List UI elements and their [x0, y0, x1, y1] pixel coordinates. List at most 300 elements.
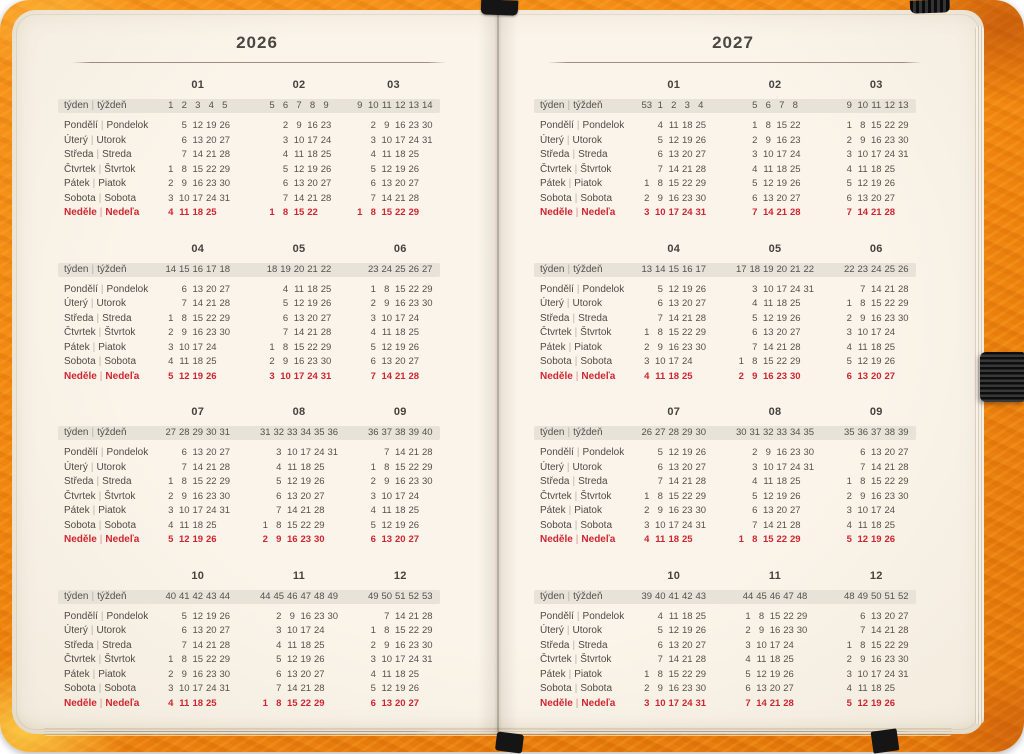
- week-number-cell: 1: [657, 100, 663, 111]
- date-cell: 22: [307, 207, 318, 218]
- date-cell: [326, 461, 340, 476]
- date-cell: 18: [307, 149, 318, 160]
- week-number-cell: 8: [309, 100, 316, 111]
- calendar-band: [540, 241, 926, 385]
- date-cell: [802, 312, 816, 327]
- week-number-cell: 12: [884, 100, 896, 111]
- week-number-cell: 47: [300, 590, 312, 602]
- date-cell: 19: [681, 447, 693, 458]
- label-text: Piatok: [98, 668, 126, 680]
- date-cell: [897, 341, 911, 356]
- weekday-label: [540, 326, 640, 341]
- label-text: Pátek: [540, 341, 566, 353]
- date-cell: 15: [870, 476, 882, 487]
- date-cell: 26: [884, 178, 896, 189]
- date-cell: 25: [408, 327, 420, 338]
- date-cell: 1: [357, 207, 363, 218]
- label-text: týždeň: [573, 263, 603, 275]
- date-cell: 8: [276, 697, 282, 709]
- date-cell: 13: [192, 447, 204, 458]
- week-number-cell: 33: [776, 427, 788, 438]
- date-cell: 29: [897, 476, 909, 487]
- date-cell: 14: [293, 327, 305, 338]
- label-separator: |: [91, 590, 95, 602]
- date-cell: 30: [897, 134, 909, 146]
- date-cell: [164, 134, 178, 149]
- week-number-cell: 24: [381, 263, 393, 275]
- date-cell: 18: [394, 327, 406, 338]
- date-cell: 13: [668, 461, 680, 473]
- label-separator: |: [98, 163, 102, 175]
- date-cell: 8: [276, 519, 282, 531]
- date-cell: 19: [776, 312, 788, 324]
- date-cell: 23: [205, 327, 217, 338]
- date-cell: 28: [789, 519, 801, 531]
- date-cell: 24: [884, 505, 896, 516]
- weekday-label: [64, 119, 164, 134]
- date-cell: 26: [205, 370, 217, 382]
- week-number-cell: 49: [327, 590, 339, 602]
- year-divider-right: [548, 62, 922, 63]
- label-separator: |: [92, 178, 96, 189]
- date-cell: 7: [181, 149, 187, 160]
- label-text: Pátek: [540, 505, 566, 516]
- date-cell: 14: [668, 312, 680, 324]
- date-cell: 26: [408, 341, 420, 353]
- weekday-label: [64, 297, 164, 312]
- date-cell: 18: [668, 370, 680, 382]
- date-cell: 26: [408, 683, 420, 694]
- week-number-cell: 36: [367, 427, 379, 438]
- date-cell: 12: [178, 370, 190, 382]
- date-cell: 24: [205, 192, 217, 204]
- date-cell: 23: [205, 668, 217, 680]
- weekday-label: [64, 504, 164, 519]
- date-cell: 21: [776, 519, 788, 531]
- date-cell: 8: [765, 120, 771, 131]
- month-number-heading: 11: [768, 569, 782, 582]
- month-number-heading: 05: [292, 242, 306, 255]
- date-cell: 24: [313, 625, 325, 636]
- left-page: [12, 10, 494, 734]
- month-2026-12: [367, 568, 435, 712]
- date-cell: 30: [421, 298, 433, 309]
- date-cell: 17: [394, 134, 406, 146]
- date-cell: 20: [300, 490, 312, 502]
- week-number-cell: 15: [668, 263, 680, 275]
- date-cell: 14: [192, 149, 204, 160]
- date-cell: 26: [884, 356, 896, 367]
- date-cell: 15: [192, 476, 204, 487]
- week-number-cell: 32: [273, 427, 285, 438]
- date-cell: 31: [803, 461, 815, 473]
- date-cell: 5: [752, 490, 758, 502]
- date-cell: [421, 519, 435, 534]
- date-cell: 16: [776, 447, 788, 458]
- month-number-heading: 04: [667, 242, 681, 255]
- date-cell: 30: [796, 625, 808, 636]
- date-cell: 11: [857, 683, 868, 694]
- date-cell: 30: [897, 654, 909, 665]
- label-text: Úterý: [64, 134, 88, 146]
- date-cell: 22: [205, 654, 217, 665]
- date-cell: 8: [370, 207, 376, 218]
- label-separator: |: [96, 149, 100, 160]
- date-cell: 19: [394, 163, 406, 175]
- label-separator: |: [574, 490, 578, 502]
- week-number-cell: 52: [408, 590, 420, 602]
- date-cell: 26: [695, 447, 707, 458]
- dates-grid: [367, 610, 435, 712]
- date-cell: 9: [384, 639, 390, 651]
- weekday-label: [540, 148, 640, 163]
- date-cell: 7: [860, 625, 866, 636]
- week-numbers-row: [265, 99, 333, 113]
- week-number-cell: 25: [394, 263, 406, 275]
- date-cell: 2: [846, 134, 852, 146]
- label-separator: |: [100, 447, 104, 458]
- label-text: Nedeľa: [105, 697, 140, 709]
- week-number-cell: 39: [897, 427, 909, 438]
- label-text: Středa: [540, 476, 570, 487]
- label-separator: |: [572, 149, 576, 160]
- dates-grid: [265, 119, 333, 221]
- date-cell: 20: [681, 639, 693, 651]
- date-cell: 12: [286, 654, 298, 665]
- label-text: Štvrtok: [104, 163, 136, 175]
- date-cell: [802, 297, 816, 312]
- date-cell: 8: [181, 476, 187, 487]
- date-cell: 13: [293, 312, 305, 324]
- calendar-band: [64, 568, 450, 712]
- date-cell: 4: [846, 519, 852, 531]
- month-2026-07: [164, 404, 232, 548]
- week-numbers-row: [164, 590, 232, 604]
- date-cell: 17: [192, 341, 204, 353]
- month-slot: [730, 404, 820, 548]
- date-cell: 15: [668, 178, 680, 189]
- label-text: Utorok: [572, 461, 602, 473]
- date-cell: [735, 475, 749, 490]
- date-cell: 20: [769, 683, 781, 694]
- month-number-heading: 12: [393, 569, 407, 582]
- month-2027-02: [748, 77, 802, 221]
- label-separator: |: [576, 283, 580, 295]
- date-cell: 3: [846, 149, 852, 160]
- date-cell: 1: [644, 490, 650, 502]
- dates-grid: [164, 119, 232, 221]
- date-cell: 28: [897, 283, 909, 295]
- dates-grid: [741, 610, 809, 712]
- month-number-heading: 08: [292, 406, 306, 418]
- week-number-cell: 24: [870, 263, 882, 275]
- date-cell: 23: [681, 505, 693, 516]
- label-separator: |: [572, 639, 576, 651]
- date-cell: [259, 461, 273, 476]
- month-slot: [820, 241, 910, 385]
- label-separator: |: [574, 163, 578, 175]
- date-cell: 16: [870, 654, 882, 665]
- date-cell: 7: [657, 312, 663, 324]
- date-cell: 15: [870, 120, 882, 131]
- date-cell: 10: [857, 327, 869, 338]
- date-cell: 24: [408, 134, 420, 146]
- week-number-cell: 38: [394, 427, 406, 438]
- date-cell: [795, 668, 809, 683]
- month-2027-03: [843, 77, 911, 221]
- weekday-label: [540, 355, 640, 370]
- heading-spacer: [64, 568, 164, 590]
- weekday-label: [540, 624, 640, 639]
- right-page: [494, 10, 984, 734]
- week-number-cell: 28: [668, 427, 680, 438]
- date-cell: 26: [789, 312, 801, 324]
- date-cell: [640, 312, 654, 327]
- label-text: týždeň: [97, 100, 127, 111]
- dates-grid: [843, 283, 911, 385]
- date-cell: 10: [857, 149, 869, 160]
- month-slot: [164, 404, 254, 548]
- date-cell: 17: [776, 461, 788, 473]
- date-cell: 23: [313, 610, 325, 622]
- date-cell: [265, 283, 279, 298]
- date-cell: 23: [783, 625, 794, 636]
- date-cell: [735, 326, 749, 341]
- date-cell: 18: [192, 356, 204, 367]
- date-cell: 8: [860, 298, 866, 309]
- date-cell: 16: [870, 312, 882, 324]
- month-number-heading: 09: [393, 406, 407, 418]
- dates-grid: [164, 283, 232, 385]
- date-cell: 4: [370, 668, 376, 680]
- date-cell: [164, 283, 178, 298]
- date-cell: 22: [884, 120, 896, 131]
- date-cell: 10: [756, 639, 767, 651]
- date-cell: 7: [181, 461, 187, 473]
- date-cell: [353, 134, 367, 149]
- date-cell: 5: [745, 668, 751, 680]
- month-slot: [254, 241, 344, 385]
- label-text: Pátek: [64, 341, 90, 353]
- date-cell: 21: [394, 192, 406, 204]
- month-slot: [254, 568, 344, 712]
- date-cell: 13: [668, 298, 680, 309]
- date-cell: 15: [286, 519, 298, 531]
- date-cell: 31: [897, 668, 909, 680]
- date-cell: 21: [205, 461, 217, 473]
- date-cell: [421, 490, 435, 505]
- date-cell: 2: [644, 505, 650, 516]
- date-cell: [795, 682, 809, 697]
- date-cell: 13: [381, 534, 393, 545]
- date-cell: 11: [668, 120, 679, 131]
- date-cell: 5: [181, 120, 187, 131]
- date-cell: 10: [762, 149, 774, 160]
- date-cell: 5: [168, 534, 174, 545]
- date-cell: 28: [695, 654, 707, 665]
- date-cell: 9: [860, 134, 866, 146]
- label-text: Úterý: [540, 625, 564, 636]
- date-cell: [640, 639, 654, 654]
- date-cell: 11: [655, 370, 666, 382]
- label-text: Středa: [64, 312, 94, 324]
- label-text: Neděle: [540, 697, 573, 709]
- date-cell: 23: [789, 134, 801, 146]
- week-numbers-row: [741, 590, 809, 604]
- weekday-labels: [64, 283, 164, 385]
- date-cell: 25: [884, 683, 896, 694]
- date-cell: 24: [681, 519, 693, 531]
- date-cell: 10: [178, 683, 190, 694]
- date-cell: 28: [789, 207, 801, 218]
- week-number-cell: 44: [742, 590, 754, 602]
- date-cell: 19: [681, 134, 693, 146]
- date-cell: [421, 504, 435, 519]
- date-cell: 3: [752, 283, 758, 295]
- date-cell: 10: [654, 356, 666, 367]
- label-text: týden: [64, 263, 89, 275]
- date-cell: 25: [789, 163, 801, 175]
- center-gutter-line: [497, 12, 499, 732]
- date-cell: 20: [300, 668, 312, 680]
- date-cell: 19: [307, 163, 318, 175]
- date-cell: 20: [394, 534, 406, 545]
- week-number-cell: 45: [756, 590, 767, 602]
- date-cell: 19: [205, 120, 217, 131]
- date-cell: 6: [860, 447, 866, 458]
- date-cell: 10: [857, 505, 869, 516]
- week-number-cell: 35: [803, 427, 815, 438]
- week-number-cell: 29: [681, 427, 693, 438]
- weekday-labels-column: [64, 404, 164, 548]
- date-cell: 29: [219, 312, 231, 324]
- date-cell: 20: [681, 461, 693, 473]
- label-text: týden: [540, 100, 565, 111]
- week-number-cell: 43: [695, 590, 707, 602]
- date-cell: 25: [205, 697, 217, 709]
- date-cell: 8: [860, 639, 866, 651]
- label-separator: |: [96, 476, 100, 487]
- band-row: [540, 77, 926, 221]
- month-number-heading: 01: [667, 79, 681, 91]
- date-cell: 7: [370, 370, 376, 382]
- date-cell: 22: [300, 519, 312, 531]
- date-cell: 24: [408, 490, 420, 502]
- weekday-label: [540, 653, 640, 668]
- date-cell: 1: [168, 163, 174, 175]
- date-cell: 8: [181, 163, 187, 175]
- week-number-cell: 44: [219, 590, 231, 602]
- date-cell: 22: [884, 298, 896, 309]
- date-cell: 6: [657, 298, 663, 309]
- week-number-cell: 38: [884, 427, 896, 438]
- weekday-label: [540, 370, 640, 385]
- band-row: [540, 241, 926, 385]
- date-cell: 1: [738, 356, 744, 367]
- weekday-labels: [540, 283, 640, 385]
- label-text: Pondelok: [582, 447, 625, 458]
- date-cell: 12: [192, 120, 204, 131]
- date-cell: 20: [394, 356, 406, 367]
- date-cell: 27: [408, 356, 420, 367]
- date-cell: 11: [381, 327, 392, 338]
- date-cell: [640, 624, 654, 639]
- date-cell: 26: [313, 654, 325, 665]
- date-cell: 18: [300, 639, 312, 651]
- label-separator: |: [91, 100, 95, 111]
- date-cell: 11: [287, 461, 298, 473]
- date-cell: 28: [219, 639, 231, 651]
- date-cell: 28: [219, 461, 231, 473]
- date-cell: 10: [286, 625, 298, 636]
- date-cell: 21: [884, 625, 896, 636]
- label-text: Štvrtok: [104, 654, 136, 665]
- date-cell: 30: [695, 341, 707, 353]
- weekday-label: [540, 192, 640, 207]
- date-cell: 5: [657, 134, 663, 146]
- date-cell: 23: [884, 490, 896, 502]
- date-cell: 17: [307, 134, 318, 146]
- week-number-cell: 35: [313, 427, 325, 438]
- date-cell: 13: [762, 192, 774, 204]
- date-cell: 19: [681, 625, 693, 636]
- week-numbers-row: [843, 263, 911, 277]
- label-separator: |: [566, 134, 570, 146]
- date-cell: 12: [293, 163, 305, 175]
- bookmark-ribbon-bottom-left: [495, 731, 524, 753]
- date-cell: 15: [870, 298, 882, 309]
- date-cell: 5: [657, 625, 663, 636]
- date-cell: [802, 326, 816, 341]
- week-number-cell: 26: [408, 263, 420, 275]
- date-cell: 29: [421, 283, 433, 295]
- label-separator: |: [576, 447, 580, 458]
- date-cell: 28: [320, 327, 332, 338]
- month-number-heading: 03: [387, 79, 400, 91]
- label-text: Pondelok: [582, 120, 625, 131]
- week-number-cell: 11: [871, 100, 882, 111]
- date-cell: 22: [408, 283, 420, 295]
- date-cell: 13: [857, 370, 869, 382]
- date-cell: 13: [286, 668, 298, 680]
- date-cell: 7: [752, 207, 758, 218]
- date-cell: 15: [394, 625, 406, 636]
- date-cell: 8: [657, 490, 663, 502]
- dates-grid: [640, 446, 708, 548]
- week-number-cell: 5: [752, 100, 758, 111]
- date-cell: 9: [276, 534, 282, 545]
- date-cell: 9: [860, 490, 866, 502]
- week-number-cell: 33: [286, 427, 298, 438]
- date-cell: 29: [421, 461, 433, 473]
- date-cell: 18: [300, 461, 312, 473]
- date-cell: [421, 326, 435, 341]
- date-cell: 12: [857, 697, 869, 709]
- month-slot: [730, 241, 820, 385]
- label-text: týždeň: [97, 427, 127, 438]
- label-text: Streda: [102, 639, 132, 651]
- month-2026-08: [259, 404, 340, 548]
- date-cell: [735, 519, 749, 534]
- date-cell: 16: [870, 490, 882, 502]
- date-cell: 27: [789, 192, 801, 204]
- date-cell: 26: [320, 163, 332, 175]
- date-cell: 30: [327, 610, 339, 622]
- date-cell: 18: [668, 534, 680, 545]
- date-cell: 30: [320, 356, 332, 367]
- date-cell: 15: [776, 120, 788, 131]
- date-cell: 1: [269, 207, 275, 218]
